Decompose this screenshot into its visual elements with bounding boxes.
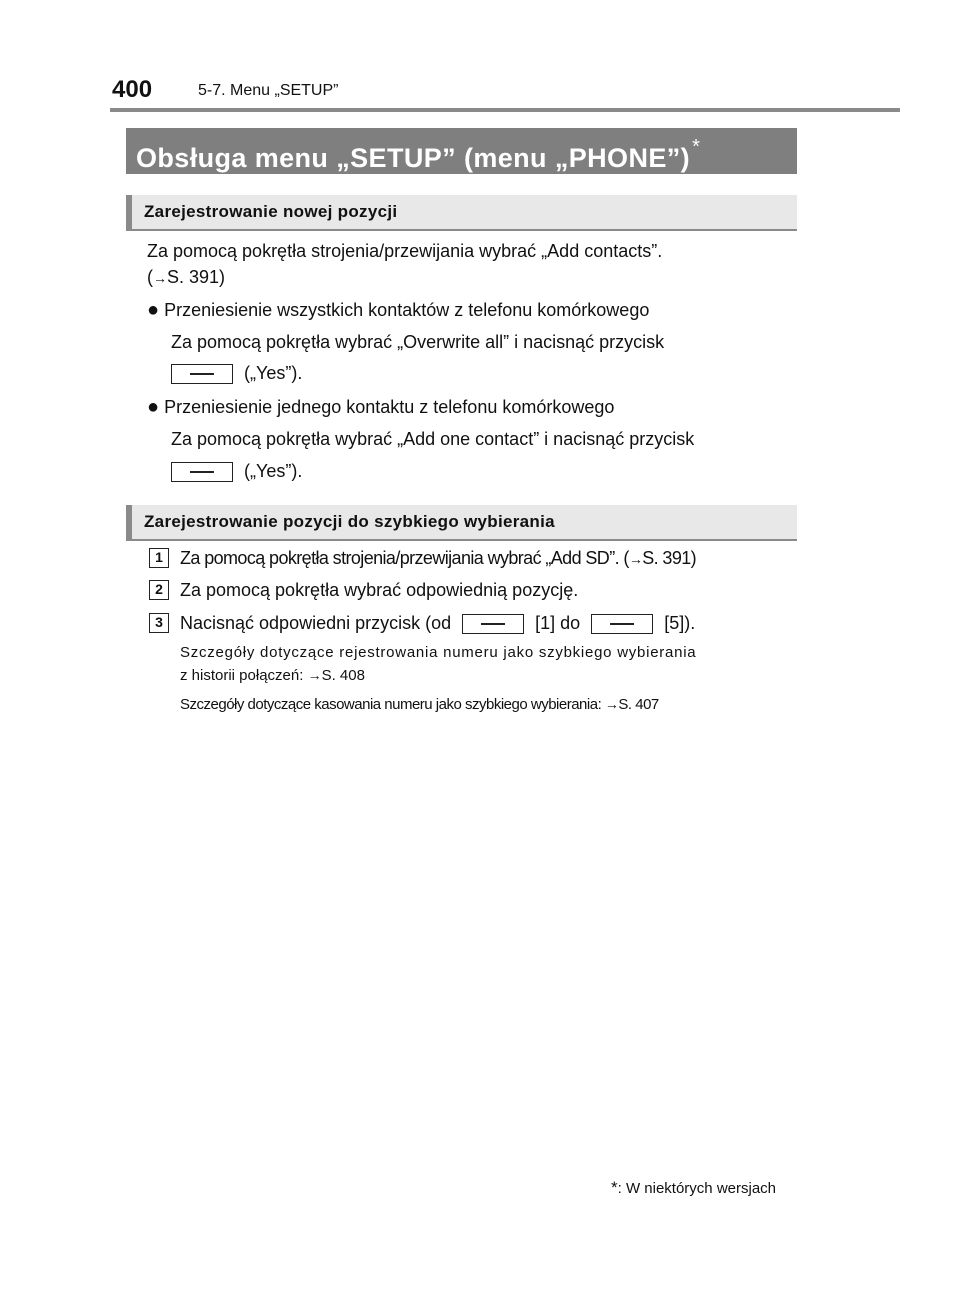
note2-line <box>180 694 659 715</box>
note1-line2-text: z historii połączeń: <box>180 667 304 684</box>
page-number: 400 <box>112 76 153 103</box>
note1-ref: S. 408 <box>321 667 365 684</box>
section-title: 5-7. Menu „SETUP” <box>198 82 339 99</box>
step3-text-b: [1] do <box>535 613 581 633</box>
bullet2-yes: („Yes”). <box>244 461 303 481</box>
bullet1-title: Przeniesienie wszystkich kontaktów z telefonu komórkowego <box>164 300 650 320</box>
note1-line2 <box>180 665 365 686</box>
step3-text-a: Nacisnąć odpowiedni przycisk (od <box>180 613 452 633</box>
note1-line1: Szczegóły dotyczące rejestrowania numeru jako szybkiego wybierania <box>180 644 697 661</box>
step1-text: Za pomocą pokrętła strojenia/przewijania wybrać „Add SD”. ( <box>180 548 629 568</box>
bullet1-yes: („Yes”). <box>244 363 303 383</box>
page-title-text: Obsługa menu „SETUP” (menu „PHONE”) <box>136 143 691 173</box>
right-arrow-icon: → <box>153 270 167 286</box>
step2-text: Za pomocą pokrętła wybrać odpowiednią pozycję. <box>180 580 579 600</box>
filled-circle-icon: ● <box>147 396 160 418</box>
right-arrow-icon: → <box>604 696 619 712</box>
right-arrow-icon: → <box>307 667 322 683</box>
bullet1-text: Za pomocą pokrętła wybrać „Overwrite all” i nacisnąć przycisk <box>171 332 665 352</box>
step1-number: 1 <box>149 548 169 568</box>
note2-ref: S. 407 <box>618 696 659 713</box>
button-dash-icon <box>171 462 233 482</box>
header-rule <box>110 108 900 112</box>
section1-heading: Zarejestrowanie nowej pozycji <box>126 195 797 231</box>
bullet2-yes-line <box>171 460 302 482</box>
step1-line <box>180 547 696 570</box>
section2-heading: Zarejestrowanie pozycji do szybkiego wybierania <box>126 505 797 541</box>
right-arrow-icon: → <box>628 551 643 567</box>
step2-number: 2 <box>149 580 169 600</box>
step1-ref: S. 391) <box>642 548 697 568</box>
step3-line <box>180 612 695 634</box>
section1-intro-ref: S. 391) <box>167 267 226 287</box>
bullet2-title: Przeniesienie jednego kontaktu z telefonu komórkowego <box>164 397 615 417</box>
button-dash-icon <box>171 364 233 384</box>
note2-text: Szczegóły dotyczące kasowania numeru jako szybkiego wybierania: <box>180 696 602 713</box>
title-asterisk: * <box>692 136 701 158</box>
button-dash-icon <box>591 614 653 634</box>
button-dash-icon <box>462 614 524 634</box>
section1-intro-line2: (→S. 391) <box>147 267 226 287</box>
filled-circle-icon: ● <box>147 299 160 321</box>
footnote-text: : W niektórych wersjach <box>617 1180 777 1197</box>
page-title <box>126 128 797 174</box>
bullet2-text: Za pomocą pokrętła wybrać „Add one contact” i nacisnąć przycisk <box>171 429 695 449</box>
step3-number: 3 <box>149 613 169 633</box>
footnote <box>611 1178 776 1199</box>
section1-intro-line1: Za pomocą pokrętła strojenia/przewijania wybrać „Add contacts”. <box>147 241 663 261</box>
bullet2-title-line <box>147 396 614 418</box>
bullet1-title-line <box>147 299 649 321</box>
step3-text-c: [5]). <box>664 613 696 633</box>
bullet1-yes-line <box>171 362 302 384</box>
footnote-asterisk: * <box>611 1178 618 1197</box>
